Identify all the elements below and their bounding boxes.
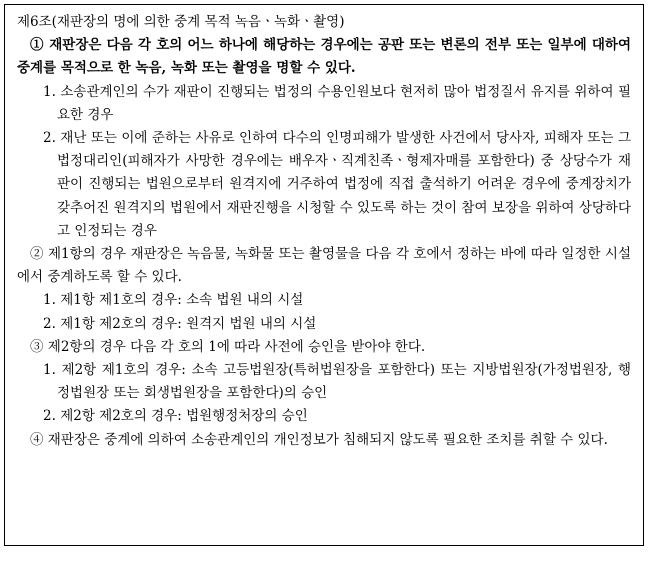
item-text: 재난 또는 이에 준하는 사유로 인하여 다수의 인명피해가 발생한 사건에서 당사자, 피해자 또는 그 법정대리인(피해자가 사망한 경우에는 배우자ㆍ직계친족ㆍ형제자매를 포함한다) 중 상당수가 재판이 진행되는 법원으로부터 원격지에 거주하여 법정에 직접 출석하기 어려운 경우에 중계장치가 갖추어진 원격지의 법원에서 재판진행을 시청할 수 있도록 하는 것이 참여 보장을 위하여 상당하다고 인정되는 경우 <box>57 130 631 239</box>
article-title: 제6조(재판장의 명에 의한 중계 목적 녹음ㆍ녹화ㆍ촬영) <box>17 14 345 30</box>
list-item <box>17 313 631 336</box>
list-item <box>17 81 631 127</box>
article-box <box>4 4 644 546</box>
item-text: 제2항 제1호의 경우: 소속 고등법원장(특허법원장을 포함한다) 또는 지방법원장(가정법원장, 행정법원장 또는 회생법원장을 포함한다)의 승인 <box>57 362 631 402</box>
list-item <box>17 289 631 312</box>
item-number: 1. <box>43 362 56 379</box>
item-number: 1. <box>43 83 56 100</box>
list-item <box>17 405 631 428</box>
item-number: 2. <box>43 130 56 147</box>
item-number: 2. <box>43 408 56 425</box>
item-text: 소송관계인의 수가 재판이 진행되는 법정의 수용인원보다 현저히 많아 법정질서 유지를 위하여 필요한 경우 <box>57 83 632 123</box>
item-text: 제1항 제1호의 경우: 소속 법원 내의 시설 <box>60 292 304 309</box>
item-text: 제1항 제2호의 경우: 원격지 법원 내의 시설 <box>60 315 317 332</box>
item-number: 2. <box>43 315 56 332</box>
list-item <box>17 127 631 243</box>
list-item <box>17 359 631 405</box>
paragraph-4: ④ 재판장은 중계에 의하여 소송관계인의 개인정보가 침해되지 않도록 필요한 조치를 취할 수 있다. <box>30 431 608 448</box>
paragraph-2: ② 제1항의 경우 재판장은 녹음물, 녹화물 또는 촬영물을 다음 각 호에서 정하는 바에 따라 일정한 시설에서 중계하도록 할 수 있다. <box>17 246 631 286</box>
paragraph-1: ① 재판장은 다음 각 호의 어느 하나에 해당하는 경우에는 공판 또는 변론의 전부 또는 일부에 대하여 중계를 목적으로 한 녹음, 녹화 또는 촬영을 명할 수 있다. <box>17 37 631 77</box>
item-text: 제2항 제2호의 경우: 법원행정처장의 승인 <box>60 408 308 425</box>
item-number: 1. <box>43 292 56 309</box>
paragraph-3: ③ 제2항의 경우 다음 각 호의 1에 따라 사전에 승인을 받아야 한다. <box>30 338 426 355</box>
